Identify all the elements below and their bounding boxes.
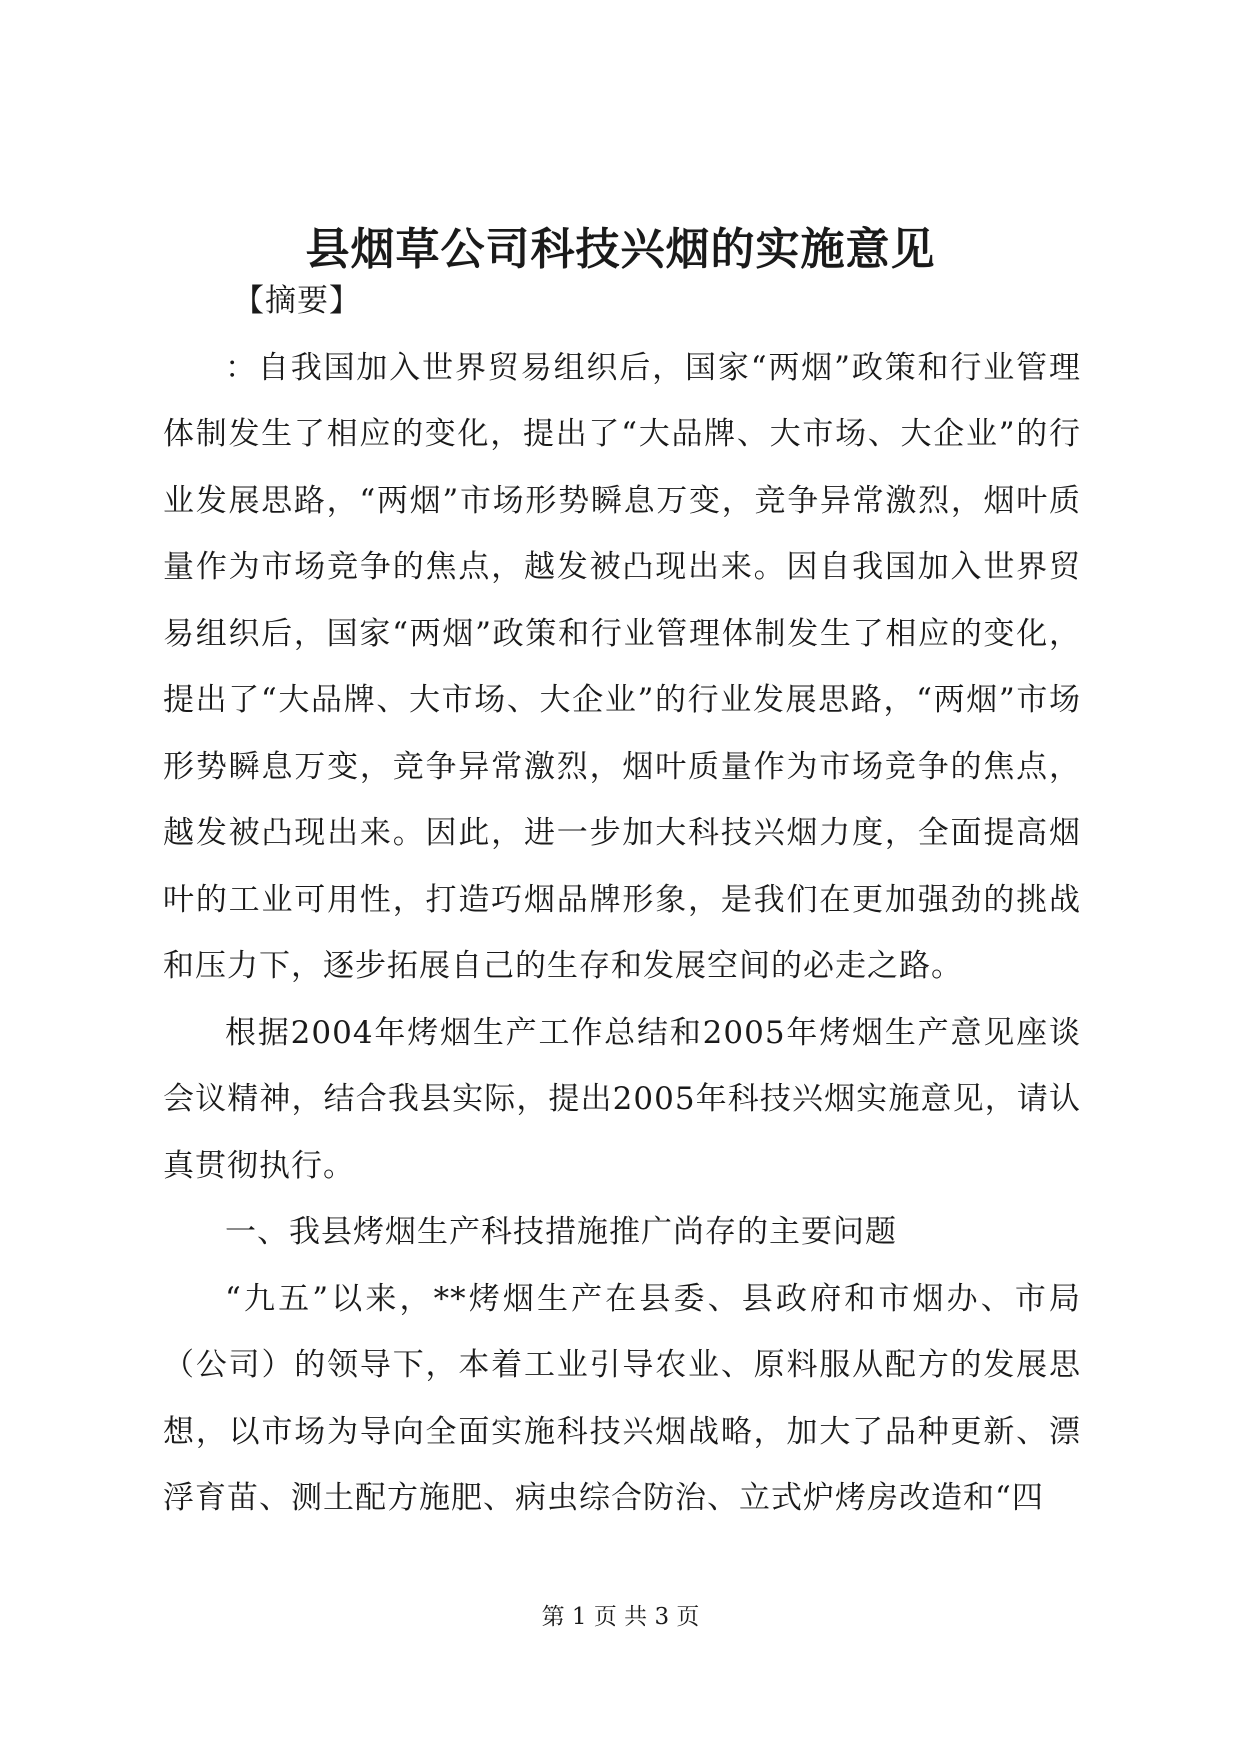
document-title: 县烟草公司科技兴烟的实施意见	[305, 224, 936, 275]
abstract-label: 【摘要】	[233, 283, 361, 319]
document-body	[163, 268, 1081, 1532]
body-paragraph: “九五”以来，**烤烟生产在县委、县政府和市烟办、市局（公司）的领导下，本着工业引导农业、原料服从配方的发展思想，以市场为导向全面实施科技兴烟战略，加大了品种更新、漂浮育苗、测土配方施肥、病虫综合防治、立式炉烤房改造和“四	[163, 1280, 1081, 1516]
body-paragraph: 根据2004年烤烟生产工作总结和2005年烤烟生产意见座谈会议精神，结合我县实际，提出2005年科技兴烟实施意见，请认真贯彻执行。	[163, 1014, 1081, 1184]
section-heading: 一、我县烤烟生产科技措施推广尚存的主要问题	[225, 1214, 897, 1250]
page-number-footer: 第 1 页 共 3 页	[541, 1604, 700, 1630]
abstract-paragraph: ：自我国加入世界贸易组织后，国家“两烟”政策和行业管理体制发生了相应的变化，提出了“大品牌、大市场、大企业”的行业发展思路，“两烟”市场形势瞬息万变，竞争异常激烈，烟叶质量作为市场竞争的焦点，越发被凸现出来。因自我国加入世界贸易组织后，国家“两烟”政策和行业管理体制发生了相应的变化，提出了“大品牌、大市场、大企业”的行业发展思路，“两烟”市场形势瞬息万变，竞争异常激烈，烟叶质量作为市场竞争的焦点，越发被凸现出来。因此，进一步加大科技兴烟力度，全面提高烟叶的工业可用性，打造巧烟品牌形象，是我们在更加强劲的挑战和压力下，逐步拓展自己的生存和发展空间的必走之路。	[163, 349, 1081, 984]
